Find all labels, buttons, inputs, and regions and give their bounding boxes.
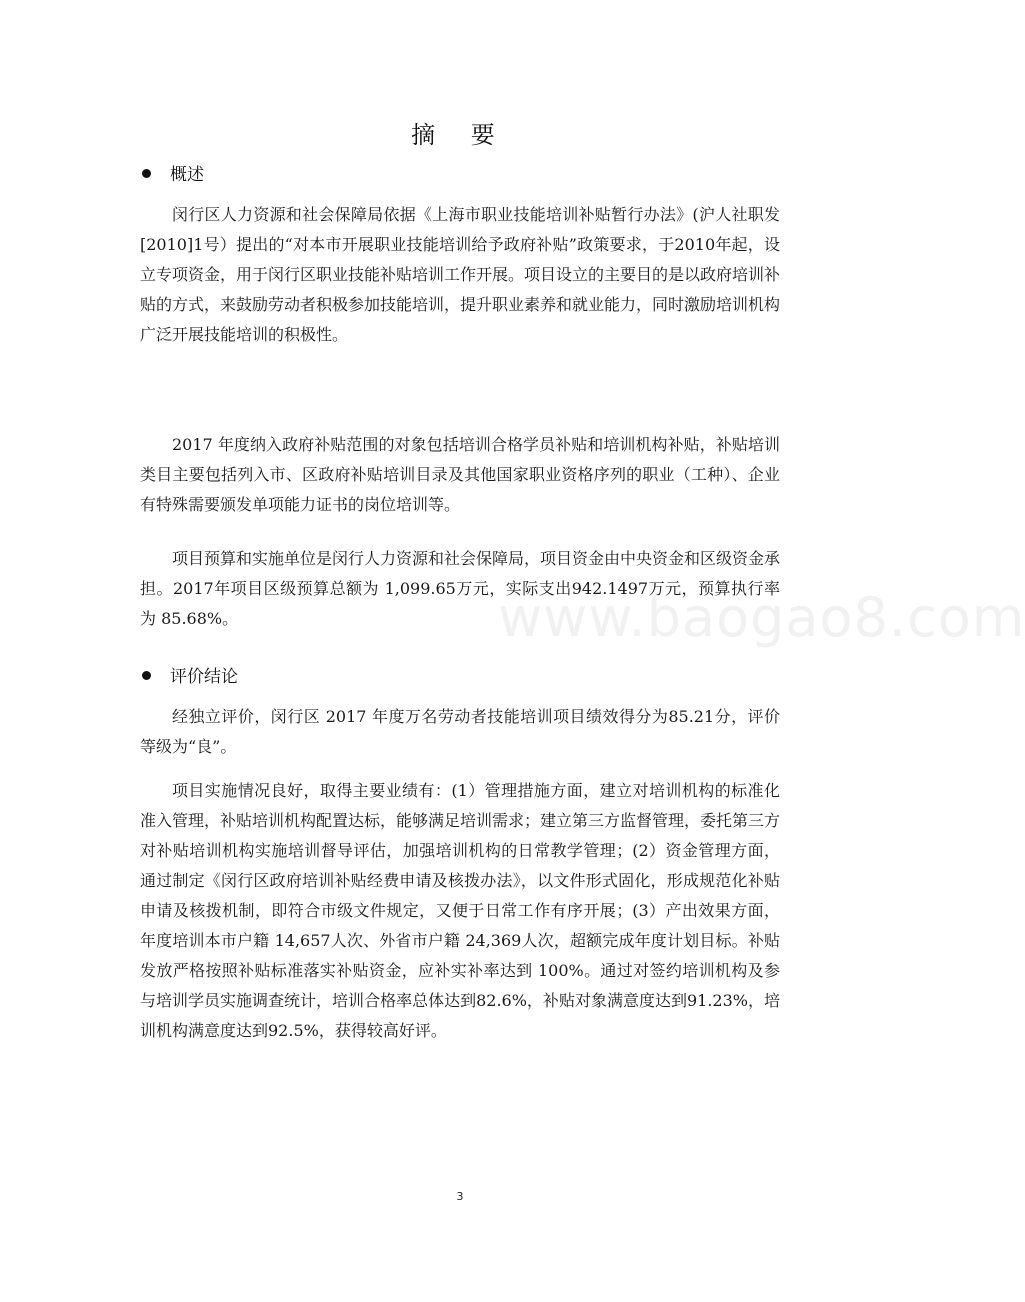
paragraph: 2017 年度纳入政府补贴范围的对象包括培训合格学员补贴和培训机构补贴，补贴培训类目主要包括列入市、区政府补贴培训目录及其他国家职业资格序列的职业（工种）、企业有特殊需要颁发单项能力证书的岗位培训等。	[140, 435, 780, 514]
paragraph: 项目实施情况良好，取得主要业绩有：(1）管理措施方面，建立对培训机构的标准化准入管理，补贴培训机构配置达标，能够满足培训需求；建立第三方监督管理，委托第三方对补贴培训机构实施培训督导评估，加强培训机构的日常教学管理；(2）资金管理方面，通过制定《闵行区政府培训补贴经费申请及核拨办法》，以文件形式固化，形成规范化补贴申请及核拨机制，即符合市级文件规定，又便于日常工作有序开展；(3）产出效果方面，年度培训本市户籍 14,657人次、外省市户籍 24,369人次，超额完成年度计划目标。补贴发放严格按照补贴标准落实补贴资金，应补实补率达到 100%。通过对签约培训机构及参与培训学员实施调查统计，培训合格率总体达到82.6%，补贴对象满意度达到91.23%，培训机构满意度达到92.5%，获得较高好评。	[140, 781, 781, 1040]
section-heading-label: 概述	[170, 165, 204, 185]
section-heading-label: 评价结论	[170, 667, 238, 687]
page-number: 3	[456, 1190, 464, 1203]
bullet-icon	[142, 671, 151, 680]
section-heading-overview	[142, 160, 204, 190]
section-heading-conclusion	[142, 662, 238, 692]
page-title: 摘 要	[411, 121, 509, 149]
watermark: www.baogao8.com	[498, 586, 1025, 649]
paragraph: 闵行区人力资源和社会保障局依据《上海市职业技能培训补贴暂行办法》(沪人社职发[2010]1号）提出的“对本市开展职业技能培训给予政府补贴”政策要求，于2010年起，设立专项资金，用于闵行区职业技能补贴培训工作开展。项目设立的主要目的是以政府培训补贴的方式，来鼓励劳动者积极参加技能培训，提升职业素养和就业能力，同时激励培训机构广泛开展技能培训的积极性。	[140, 205, 781, 344]
paragraph: 经独立评价，闵行区 2017 年度万名劳动者技能培训项目绩效得分为85.21分，评价等级为“良”。	[140, 707, 780, 756]
paragraph: 项目预算和实施单位是闵行人力资源和社会保障局，项目资金由中央资金和区级资金承担。2017年项目区级预算总额为 1,099.65万元，实际支出942.1497万元，预算执行率为 85.68%。	[140, 549, 781, 628]
bullet-icon	[142, 169, 151, 178]
